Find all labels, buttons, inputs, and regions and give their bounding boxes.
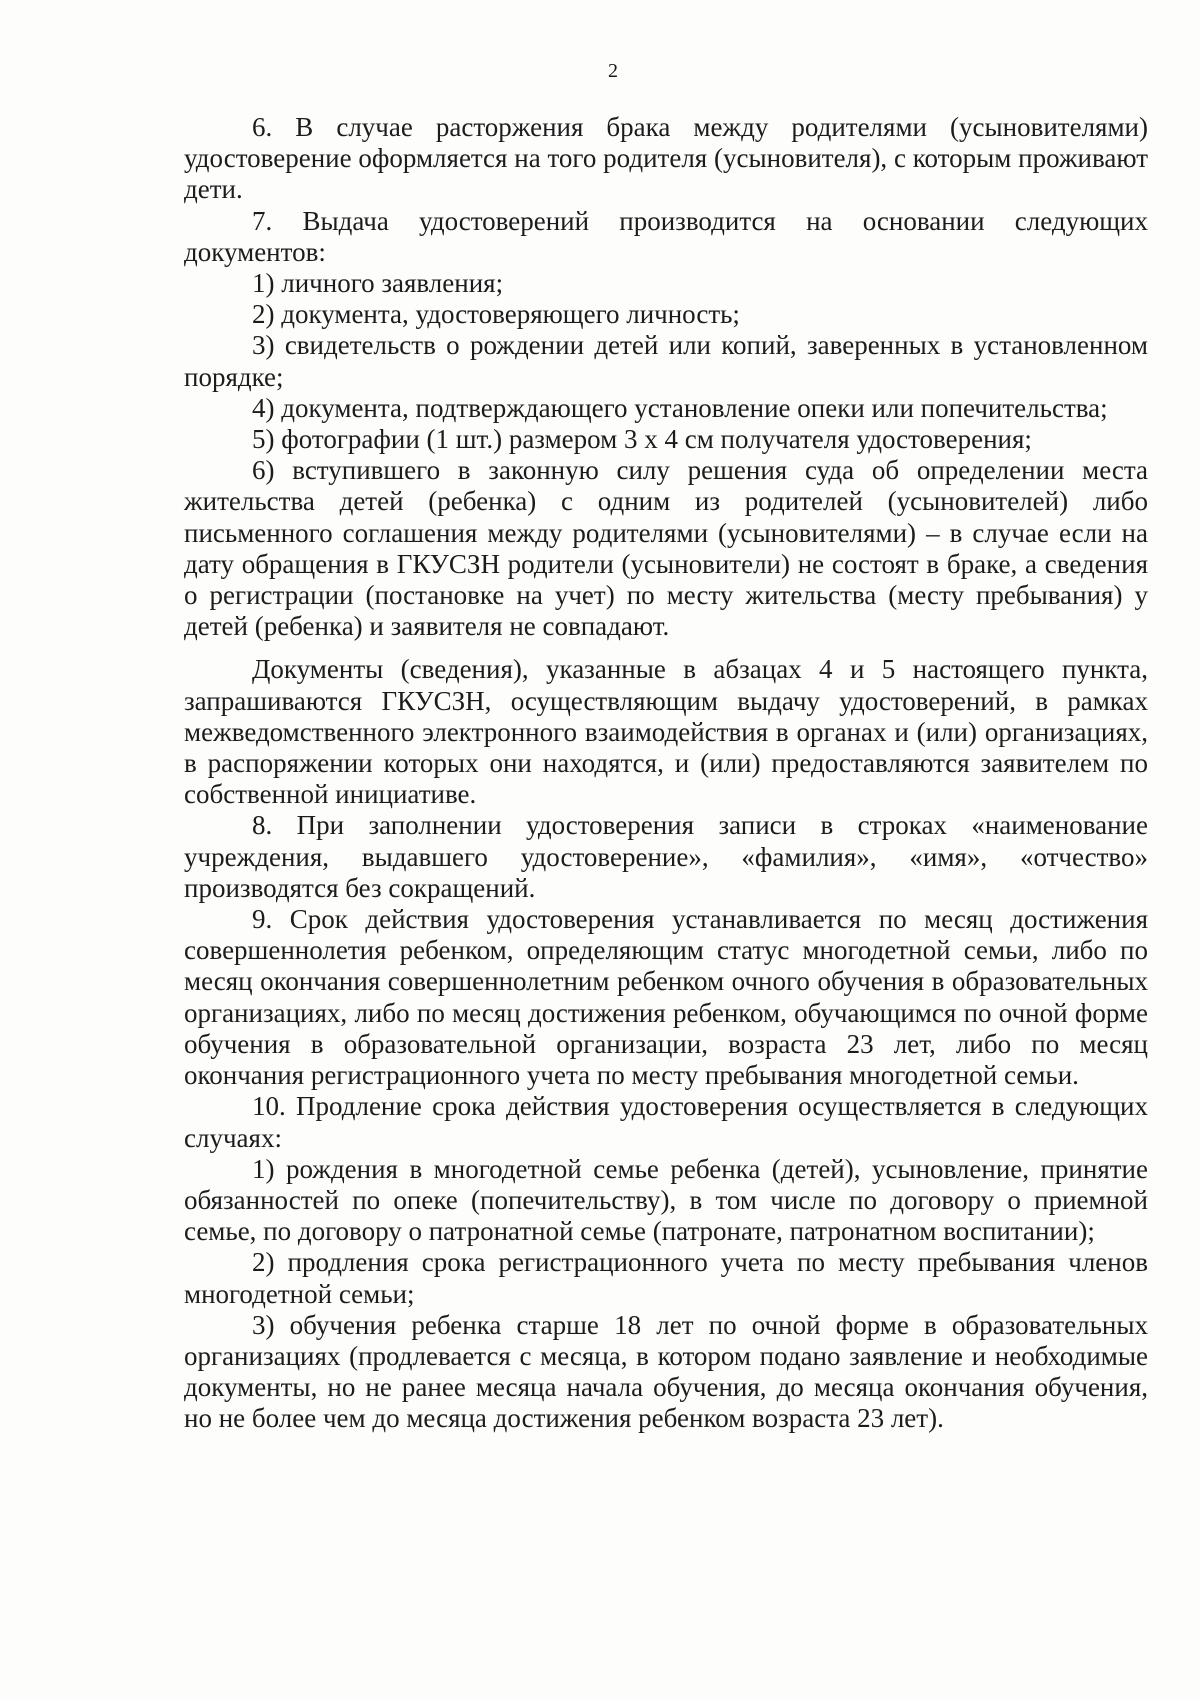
- list-item: 3) свидетельств о рождении детей или копий, заверенных в установленном порядке;: [184, 330, 1148, 392]
- paragraph-documents-note: Документы (сведения), указанные в абзацах 4 и 5 настоящего пункта, запрашиваются ГКУСЗН, осуществляющим выдачу удостоверений, в рамках межведомственного электронного взаимодействия в органах и (или) организациях, в распоряжении которых они находятся, и (или) предоставляются заявителем по собственной инициативе.: [184, 654, 1148, 810]
- paragraph-7: 7. Выдача удостоверений производится на основании следующих документов:: [184, 205, 1148, 267]
- list-item: 1) рождения в многодетной семье ребенка (детей), усыновление, принятие обязанностей по опеке (попечительству), в том числе по договору о приемной семье, по договору о патронатной семье (патронате, патронатном воспитании);: [184, 1153, 1148, 1247]
- paragraph-6: 6. В случае расторжения брака между родителями (усыновителями) удостоверение оформляется на того родителя (усыновителя), с которым проживают дети.: [184, 112, 1148, 205]
- paragraph-10: 10. Продление срока действия удостоверения осуществляется в следующих случаях:: [184, 1091, 1148, 1153]
- list-item: 2) документа, удостоверяющего личность;: [252, 299, 740, 330]
- list-item: 2) продления срока регистрационного учета по месту пребывания членов многодетной семьи;: [184, 1247, 1148, 1309]
- document-body: [184, 112, 1148, 1435]
- paragraph-9: 9. Срок действия удостоверения устанавливается по месяц достижения совершеннолетия ребенком, определяющим статус многодетной семьи, либо по месяц окончания совершеннолетним ребенком очного обучения в образовательных организациях, либо по месяц достижения ребенком, обучающимся по очной форме обучения в образовательной организации, возраста 23 лет, либо по месяц окончания регистрационного учета по месту пребывания многодетной семьи.: [184, 904, 1148, 1091]
- list-item: 1) личного заявления;: [252, 268, 504, 299]
- list-item: 5) фотографии (1 шт.) размером 3 х 4 см получателя удостоверения;: [252, 424, 1032, 455]
- paragraph-8: 8. При заполнении удостоверения записи в строках «наименование учреждения, выдавшего удостоверение», «фамилия», «имя», «отчество» производятся без сокращений.: [184, 810, 1148, 903]
- list-item: 6) вступившего в законную силу решения суда об определении места жительства детей (ребенка) с одним из родителей (усыновителей) либо письменного соглашения между родителями (усыновителями) – в случае если на дату обращения в ГКУСЗН родители (усыновители) не состоят в браке, а сведения о регистрации (постановке на учет) по месту жительства (месту пребывания) у детей (ребенка) и заявителя не совпадают.: [184, 455, 1148, 642]
- list-item: 4) документа, подтверждающего установление опеки или попечительства;: [252, 392, 1108, 423]
- page-number: 2: [608, 60, 618, 82]
- list-item: 3) обучения ребенка старше 18 лет по очной форме в образовательных организациях (продлевается с месяца, в котором подано заявление и необходимые документы, но не ранее месяца начала обучения, до месяца окончания обучения, но не более чем до месяца достижения ребенком возраста 23 лет).: [184, 1309, 1148, 1434]
